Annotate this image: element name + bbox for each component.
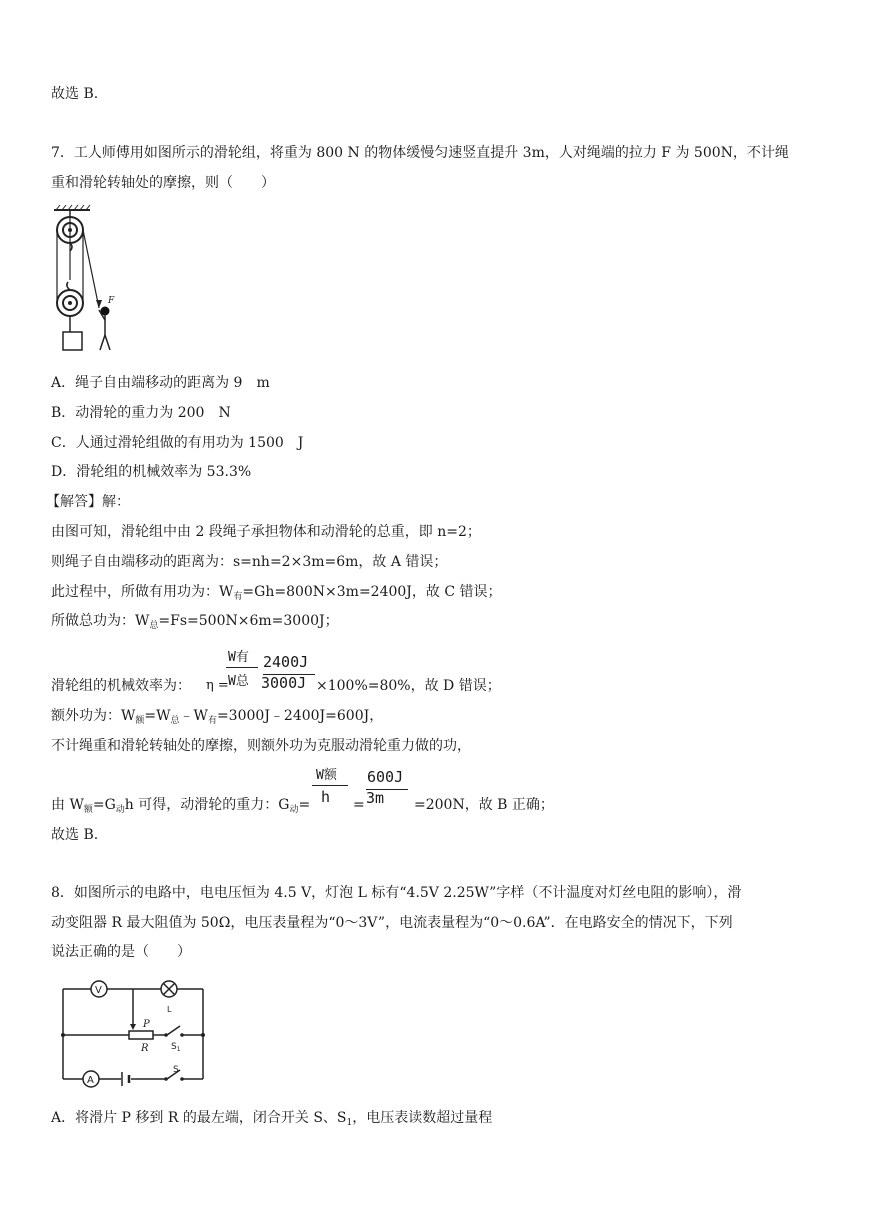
svg-text:L: L — [167, 1005, 172, 1014]
answer-heading: 【解答】解： — [46, 494, 130, 510]
q8-stem-line2: 动变阻器 R 最大阻值为 50Ω，电压表量程为“0～3V”，电流表量程为“0～0.6A”．在电路安全的情况下，下列 — [51, 915, 733, 931]
fraction-numerator-w-useful: W有 — [228, 650, 249, 665]
solution-line-2: 则绳子自由端移动的距离为：s=nh=2×3m=6m，故 A 错误； — [51, 554, 448, 570]
fraction-denominator-3000j: 3000J — [261, 674, 307, 692]
solution-line-6: 额外功为：$W_额=W_总﹣W_有=3000J﹣2400J=600J$， — [51, 708, 384, 726]
svg-text:V: V — [95, 985, 102, 996]
efficiency-label: 滑轮组的机械效率为： — [51, 678, 191, 694]
fraction-bar — [312, 785, 348, 786]
fraction-numerator-2400j: 2400J — [263, 653, 309, 671]
arrow-icon — [96, 300, 102, 308]
q7-option-d: D．滑轮组的机械效率为 53.3% — [51, 464, 252, 480]
pulley-figure — [50, 200, 130, 360]
switch-s1-label: $S_1$ — [171, 1042, 181, 1053]
fraction-denominator-h: h — [321, 788, 331, 806]
rope-free-end — [83, 230, 99, 308]
eta-symbol: η = — [206, 678, 229, 693]
solution-line-3: 此过程中，所做有用功为：$W_有=Gh=800N\times 3m=2400J$，故 C 错误； — [51, 584, 502, 602]
equals-sign: = — [353, 797, 365, 813]
gravity-derivation: 由 $W_额=G_动h$ 可得，动滑轮的重力：$G_动=$ — [51, 797, 311, 815]
efficiency-result: ×100%=80%，故 D 错误； — [316, 678, 501, 694]
solution-line-7: 不计绳重和滑轮转轴处的摩擦，则额外功为克服动滑轮重力做的功， — [51, 738, 471, 754]
q7-conclusion: 故选 B. — [51, 827, 99, 843]
fraction-denominator-w-total: W总 — [228, 674, 249, 689]
load-block — [63, 332, 82, 350]
fraction-numerator-w-extra: W额 — [316, 768, 337, 783]
svg-text:A: A — [87, 1075, 94, 1086]
q7-stem-line2: 重和滑轮转轴处的摩擦，则（ ） — [51, 175, 275, 191]
q7-option-a: A．绳子自由端移动的距离为 9 m — [51, 375, 270, 391]
q8-stem-line3: 说法正确的是（ ） — [51, 944, 191, 960]
gravity-result: =200N，故 B 正确； — [414, 797, 554, 813]
previous-conclusion: 故选 B. — [51, 86, 99, 102]
force-label: F — [108, 296, 115, 306]
solution-line-4: 所做总功为：$W_总=Fs=500N\times 6m=3000J$； — [51, 613, 339, 631]
slider-arrow-icon — [130, 1024, 136, 1030]
switch-s-label: S — [173, 1065, 179, 1075]
q7-option-b: B．动滑轮的重力为 200 N — [51, 405, 231, 421]
q8-stem-line1: 8．如图所示的电路中，电电压恒为 4.5 V，灯泡 L 标有“4.5V 2.25W”字样（不计温度对灯丝电阻的影响），滑 — [51, 885, 742, 901]
q7-stem-line1: 7．工人师傅用如图所示的滑轮组，将重为 800 N 的物体缓慢匀速竖直提升 3m，人对绳端的拉力 F 为 500N，不计绳 — [51, 145, 789, 161]
fraction-numerator-600j: 600J — [367, 768, 404, 786]
svg-text:P: P — [143, 1019, 150, 1030]
fraction-denominator-3m: 3m — [366, 789, 385, 807]
rheostat-icon — [129, 1031, 153, 1039]
circuit-diagram — [55, 975, 215, 1090]
fraction-bar — [226, 667, 258, 668]
q8-option-a: A．将滑片 P 移到 R 的最左端，闭合开关 S、$S_1$，电压表读数超过量程 — [51, 1110, 493, 1128]
q7-option-c: C．人通过滑轮组做的有用功为 1500 J — [51, 435, 304, 451]
svg-text:R: R — [141, 1043, 149, 1054]
solution-line-1: 由图可知，滑轮组中由 2 段绳子承担物体和动滑轮的总重，即 n=2； — [51, 524, 481, 540]
